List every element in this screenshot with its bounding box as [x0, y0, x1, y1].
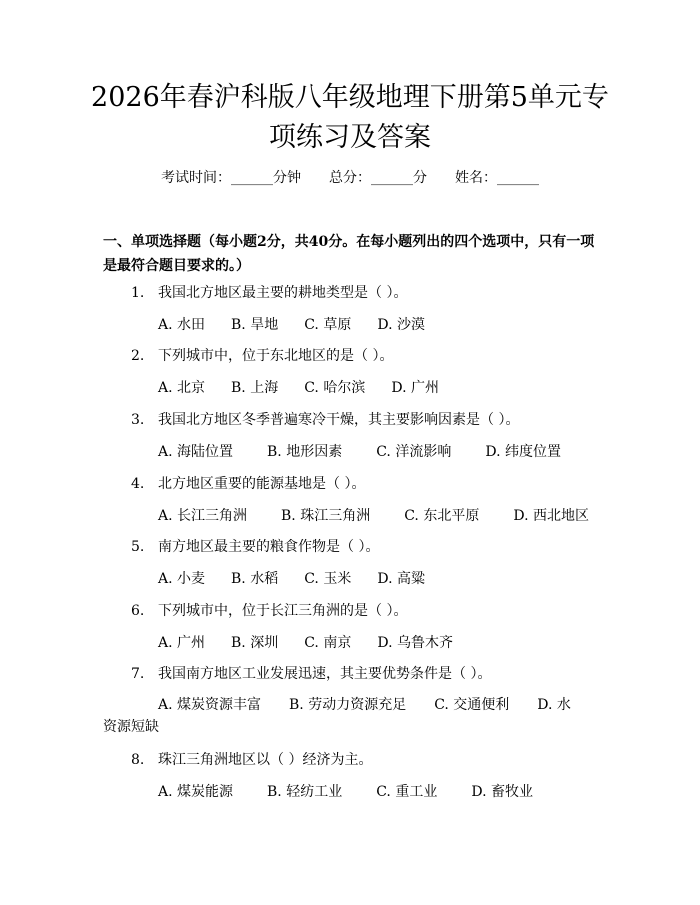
question-text: 我国北方地区最主要的耕地类型是（ ）。 [158, 285, 408, 301]
question-number: 5. [131, 539, 145, 555]
exam-info-line [0, 168, 700, 188]
option-a: A. 广州 [158, 635, 206, 651]
question-5-options [158, 569, 425, 589]
question-8 [131, 750, 372, 770]
total-score-label: 总分：______分 [329, 170, 427, 186]
question-text: 珠江三角洲地区以（ ）经济为主。 [158, 752, 373, 768]
option-a: A. 水田 [158, 317, 206, 333]
option-b: B. 上海 [231, 380, 279, 396]
option-c: C. 重工业 [376, 784, 438, 800]
question-text: 下列城市中，位于长江三角洲的是（ ）。 [158, 603, 408, 619]
question-number: 4. [131, 476, 145, 492]
option-c: C. 东北平原 [404, 508, 480, 524]
title-line-1: 2026年春沪科版八年级地理下册第5单元专 [91, 82, 609, 113]
question-text: 我国北方地区冬季普遍寒冷干燥，其主要影响因素是（ ）。 [158, 412, 520, 428]
option-d: D. 西北地区 [513, 508, 589, 524]
options-line-1: A. 煤炭资源丰富 B. 劳动力资源充足 C. 交通便利 D. 水 [158, 697, 571, 713]
question-3 [131, 410, 519, 430]
option-c: C. 草原 [304, 317, 352, 333]
question-number: 2. [131, 348, 145, 364]
option-d: D. 乌鲁木齐 [377, 635, 453, 651]
question-number: 3. [131, 412, 145, 428]
question-6-options [158, 633, 453, 653]
option-b: B. 轻纺工业 [267, 784, 343, 800]
question-text: 下列城市中，位于东北地区的是（ ）。 [158, 348, 394, 364]
option-d: D. 纬度位置 [485, 444, 561, 460]
question-4-options [158, 506, 589, 526]
question-number: 8. [131, 752, 145, 768]
question-text: 我国南方地区工业发展迅速，其主要优势条件是（ ）。 [158, 666, 492, 682]
option-a: A. 小麦 [158, 571, 206, 587]
options-line-2: 资源短缺 [103, 719, 159, 735]
option-b: B. 深圳 [231, 635, 279, 651]
exam-time-label: 考试时间：______分钟 [161, 170, 301, 186]
question-6 [131, 601, 407, 621]
option-c: C. 哈尔滨 [304, 380, 366, 396]
option-d: D. 高粱 [377, 571, 425, 587]
question-5 [131, 537, 379, 557]
option-a: A. 煤炭能源 [158, 784, 234, 800]
question-1-options [158, 315, 425, 335]
option-a: A. 海陆位置 [158, 444, 234, 460]
question-1 [131, 283, 407, 303]
name-label: 姓名：______ [455, 170, 539, 186]
title-line-2: 项练习及答案 [269, 122, 431, 153]
option-b: B. 地形因素 [267, 444, 343, 460]
question-number: 1. [131, 285, 145, 301]
question-2 [131, 346, 393, 366]
option-c: C. 洋流影响 [376, 444, 452, 460]
question-4 [131, 474, 365, 494]
option-a: A. 长江三角洲 [158, 508, 248, 524]
option-d: D. 畜牧业 [471, 784, 533, 800]
question-text: 南方地区最主要的粮食作物是（ ）。 [158, 539, 380, 555]
question-7 [131, 664, 491, 684]
section-heading: 一、单项选择题（每小题2分，共40分。在每小题列出的四个选项中，只有一项是最符合题目要求的。） [103, 234, 595, 274]
option-b: B. 珠江三角洲 [281, 508, 371, 524]
question-3-options [158, 442, 561, 462]
option-b: B. 旱地 [231, 317, 279, 333]
option-d: D. 广州 [391, 380, 439, 396]
document-title [80, 78, 620, 158]
option-d: D. 沙漠 [377, 317, 425, 333]
option-a: A. 北京 [158, 380, 206, 396]
option-c: C. 南京 [304, 635, 352, 651]
option-c: C. 玉米 [304, 571, 352, 587]
question-7-options [103, 694, 593, 738]
question-text: 北方地区重要的能源基地是（ ）。 [158, 476, 366, 492]
question-8-options [158, 782, 533, 802]
question-number: 7. [131, 666, 145, 682]
option-b: B. 水稻 [231, 571, 279, 587]
question-2-options [158, 378, 439, 398]
question-number: 6. [131, 603, 145, 619]
